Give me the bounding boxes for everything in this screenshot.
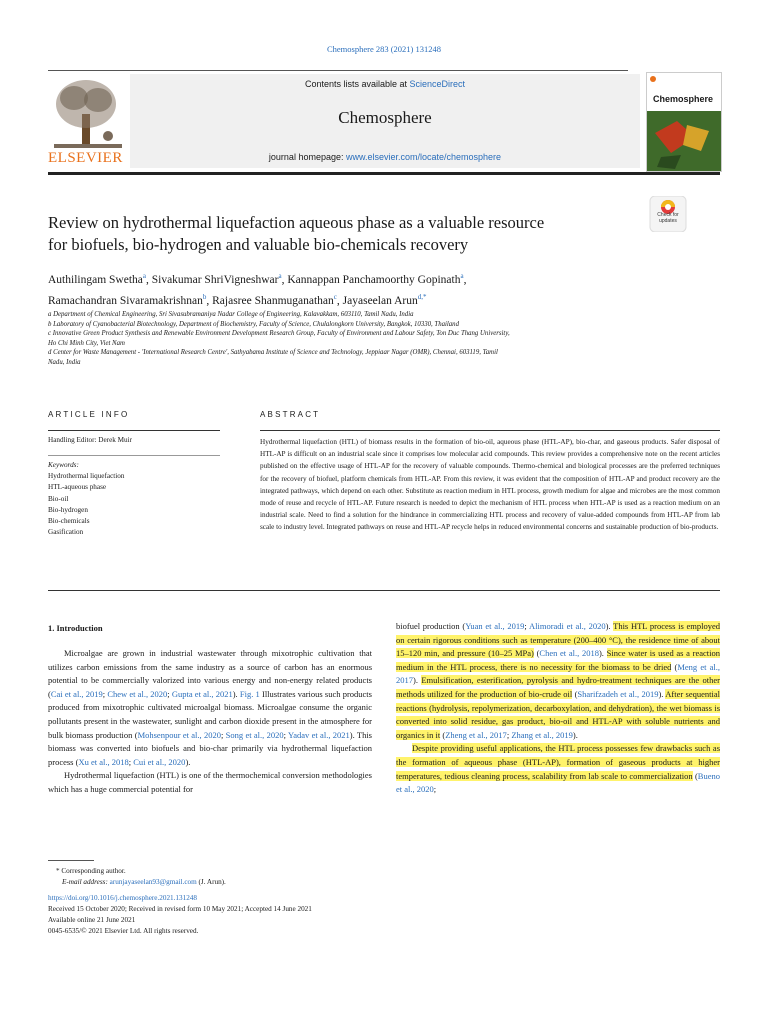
body-column-left [48, 647, 372, 797]
divider [48, 455, 220, 456]
homepage-link[interactable]: www.elsevier.com/locate/chemosphere [345, 152, 502, 162]
citation-link[interactable]: Meng et al., 2017 [396, 661, 720, 686]
copyright: 0045-6535/© 2021 Elsevier Ltd. All rights reserved. [48, 927, 199, 936]
journal-cover-image [646, 72, 722, 172]
footnotes [48, 866, 548, 938]
highlighted-text: Despite providing useful applications, the HTL process possesses few drawbacks such as the formation of aqueous phase (HTL-AP), formation of gaseous products at higher temperatures, tedious cleaning process, scalability from lab scale to commercialization [396, 743, 720, 781]
author-sep: , [145, 273, 152, 286]
email-link[interactable]: arunjayaseelan93@gmail.com [109, 878, 197, 887]
header-top-rule [48, 70, 628, 71]
author-sep: , [463, 273, 467, 286]
journal-title: Chemosphere [338, 108, 432, 127]
keyword: Gasification [48, 528, 84, 537]
citation-link[interactable]: Chew et al., 2020 [107, 688, 168, 699]
paragraph: Microalgae are grown in industrial wastewater through mixotrophic cultivation that utilizes carbon emissions from the same industry as a source of carbon has an enormous potential to be commercially valorized into various energy and non-energy related products (Cai et al., 2019; Chew et al., 2020; Gupta et al., 2021). Fig. 1 Illustrates various such products produced from mixotrophic cultivated microalgal biomass. Microalgae consume the organic pollutants present in the wastewater, sunlight and carbon dioxide present in the atmosphere for bulk biomass production (Mohsenpour et al., 2020; Song et al., 2020; Yadav et al., 2021). This biomass was converted into biofuels and bio-char primarily via hydrothermal liquefaction process (Xu et al., 2018; Cui et al., 2020). [48, 648, 372, 767]
article-info-heading: ARTICLE INFO [48, 410, 130, 419]
crossmark-label[interactable]: Check for updates [657, 212, 679, 224]
citation-link[interactable]: Yuan et al., 2019 [465, 621, 525, 631]
divider [260, 430, 720, 431]
citation-link[interactable]: Mohsenpour et al., 2020 [137, 729, 221, 740]
author-name[interactable]: Jayaseelan Arun [342, 294, 418, 307]
affiliation: b Laboratory of Cyanobacterial Biotechnology, Department of Biochemistry, Faculty of Science, Chulalongkorn University, Bangkok, 10330, Thailand [48, 320, 459, 328]
paragraph: biofuel production (Yuan et al., 2019; Alimoradi et al., 2020). This HTL process is employed on certain rigorous conditions such as temperature (200–400 °C), the residence time of about 15–120 min, and pressure (10–25 MPa) (Chen et al., 2018). Since water is used as a reaction medium in the HTL process, there is no necessity for the biomass to be dried (Meng et al., 2017). Emulsification, esterification, pyrolysis and hydro-treatment techniques are the other methods utilized for the production of bio-crude oil (Sharifzadeh et al., 2019). After sequential reactions (hydrolysis, repolymerization, decarboxylation, and dehydration), the wet biomass is converted into solid residue, gas product, bio-oil and HTL-AP with soluble nutrients and organics in it (Zheng et al., 2017; Zhang et al., 2019). [396, 621, 721, 740]
authors-line-1 [48, 268, 688, 289]
author-name[interactable]: Sivakumar ShriVigneshwar [151, 273, 279, 286]
header-bottom-rule [48, 172, 720, 175]
body-column-right [396, 620, 720, 797]
author-affil-mark[interactable]: a [142, 272, 146, 280]
citation-link[interactable]: Gupta et al., 2021 [171, 688, 233, 699]
title-line-2: for biofuels, bio-hydrogen and valuable bio-chemicals recovery [48, 235, 469, 254]
footnote-rule [48, 860, 94, 861]
cover-title: Chemosphere [652, 94, 714, 104]
doi-link[interactable]: https://doi.org/10.1016/j.chemosphere.2021.131248 [48, 893, 197, 902]
article-title [48, 212, 638, 256]
email-line [48, 877, 548, 888]
email-suffix: (J. Arun). [196, 878, 226, 887]
author-sep: , [206, 294, 213, 307]
highlighted-text: Emulsification, esterification, pyrolysis and hydro-treatment techniques are the other methods utilized for the production of bio-crude oil [396, 675, 720, 699]
abstract-text: Hydrothermal liquefaction (HTL) of biomass results in the formation of bio-oil, aqueous phase (HTL-AP), bio-char, and gaseous products. Safer disposal of HTL-AP is difficult on an industrial scale since it comprises low molecular acid compounds. This review provides a comprehensive note on the recent articles published on the effective usage of HTL-AP for the recovery of valuable compounds. Thermo-chemical and biological processes are the preferred techniques for the recovery of biofuel, platform chemicals from HTL-AP. From this review, it was evident that the composition of HTL-AP and product recovery are the integrated pathways, which depend on each other. Substitute as reaction medium in HTL process, growth medium for algae and microbes are the most common mode of reuse and recycle of HTL-AP. Future research is needed to depict the mechanism of HTL process when HTL-AP is used as a reaction medium on an industrial scale. Need to find a solution for the hindrance in commercializing HTL process and recovery of value-added compounds from HTL-AP from lab scale to industry level. Integrated pathways on reuse and HTL-AP recycle helps in reduced environmental concerns and sustainable production of bio-products. [260, 438, 720, 532]
author-affil-mark[interactable]: b [202, 292, 207, 301]
affiliation: c Innovative Green Product Synthesis and Renewable Environment Development Research Group, Faculty of Environment and Labour Safety, Ton Duc Thang University, [48, 330, 510, 337]
received-dates: Received 15 October 2020; Received in revised form 10 May 2021; Accepted 14 June 2021 [48, 904, 312, 913]
highlighted-text: After sequential reactions (hydrolysis, repolymerization, decarboxylation, and dehydration), the wet biomass is converted into solid residue, gas product, bio-oil and HTL-AP with soluble nutrients and organics in it [396, 688, 720, 740]
affiliation: a Department of Chemical Engineering, Sri Sivasubramaniya Nadar College of Engineering, Kalavakkam, 603110, Tamil Nadu, India [48, 311, 414, 318]
contents-line [130, 79, 640, 89]
affiliation: d Center for Waste Management - 'International Research Centre', Sathyabama Institute of Science and Technology, Jeppiaar Nagar (OMR), Chennai, 603119, Tamil [48, 349, 498, 356]
author-affil-mark[interactable]: a [460, 272, 464, 280]
figure-link[interactable]: Fig. 1 [239, 688, 260, 699]
author-affil-mark[interactable]: c [333, 292, 337, 301]
citation-link[interactable]: Cui et al., 2020 [133, 756, 186, 767]
keyword: Bio-oil [48, 494, 69, 503]
homepage-line [130, 152, 640, 162]
journal-reference[interactable]: Chemosphere 283 (2021) 131248 [326, 44, 442, 54]
divider [48, 430, 220, 431]
handling-editor: Handling Editor: Derek Muir [48, 436, 133, 444]
paragraph: Despite providing useful applications, the HTL process possesses few drawbacks such as the formation of aqueous phase (HTL-AP), formation of gaseous products at higher temperatures, tedious cleaning process, scalability from lab scale to commercialization (Bueno et al., 2020; [396, 743, 720, 795]
contents-prefix: Contents lists available at [304, 79, 410, 89]
author-name[interactable]: Authilingam Swetha [48, 273, 143, 286]
citation-link[interactable]: Zhang et al., 2019 [511, 729, 573, 740]
affiliation: Ho Chi Minh City, Viet Nam [48, 339, 125, 347]
email-label: E-mail address: [62, 878, 110, 887]
highlighted-text: This HTL process is employed on certain rigorous conditions such as temperature (200–400 °C), the residence time of about 15–120 min, and pressure (10–25 MPa) [396, 621, 721, 659]
author-sep: , [336, 294, 343, 307]
author-sep: , [281, 273, 288, 286]
keyword: Bio-hydrogen [48, 505, 88, 514]
keywords-label: Keywords: [48, 461, 79, 469]
elsevier-wordmark: ELSEVIER [48, 150, 123, 166]
citation-link[interactable]: Yadav et al., 2021 [287, 729, 350, 740]
author-affil-mark[interactable]: a [278, 272, 282, 280]
cover-art [647, 73, 721, 171]
authors-line-2 [48, 289, 688, 310]
paragraph: Hydrothermal liquefaction (HTL) is one of the thermochemical conversion methodologies which has a huge commercial potential for [48, 770, 372, 794]
citation-link[interactable]: Sharifzadeh et al., 2019 [577, 688, 659, 699]
citation-link[interactable]: Chen et al., 2018 [539, 648, 599, 659]
citation-link[interactable]: Cai et al., 2019 [50, 688, 103, 699]
author-name[interactable]: Rajasree Shanmuganathan [212, 294, 334, 307]
author-affil-mark[interactable]: d,* [417, 292, 427, 301]
abstract-heading: ABSTRACT [260, 410, 321, 419]
homepage-prefix: journal homepage: [268, 152, 346, 162]
highlighted-text: Since water is used as a reaction medium in the HTL process, there is no necessity for the biomass to be dried [396, 648, 720, 672]
affiliations [48, 310, 628, 367]
title-line-1: Review on hydrothermal liquefaction aqueous phase as a valuable resource [48, 213, 545, 232]
author-name[interactable]: Ramachandran Sivaramakrishnan [48, 294, 203, 307]
affiliation: Nadu, India [48, 358, 81, 366]
citation-link[interactable]: Bueno et al., 2020 [396, 770, 720, 795]
corresponding-author-note: * Corresponding author. [56, 867, 126, 875]
citation-link[interactable]: Alimoradi et al., 2020 [528, 621, 606, 631]
keyword: Bio-chemicals [48, 517, 90, 526]
citation-link[interactable]: Song et al., 2020 [225, 729, 284, 740]
author-name[interactable]: Kannappan Panchamoorthy Gopinath [287, 273, 461, 286]
divider [48, 590, 720, 591]
keyword: HTL-aqueous phase [48, 483, 107, 492]
citation-link[interactable]: Zheng et al., 2017 [445, 729, 507, 740]
available-online: Available online 21 June 2021 [48, 916, 136, 925]
citation-link[interactable]: Xu et al., 2018 [78, 756, 129, 767]
sciencedirect-link[interactable]: ScienceDirect [409, 79, 466, 89]
author-list [48, 268, 688, 310]
keyword: Hydrothermal liquefaction [48, 472, 125, 481]
keywords-list [48, 460, 124, 538]
section-heading: 1. Introduction [48, 623, 103, 633]
